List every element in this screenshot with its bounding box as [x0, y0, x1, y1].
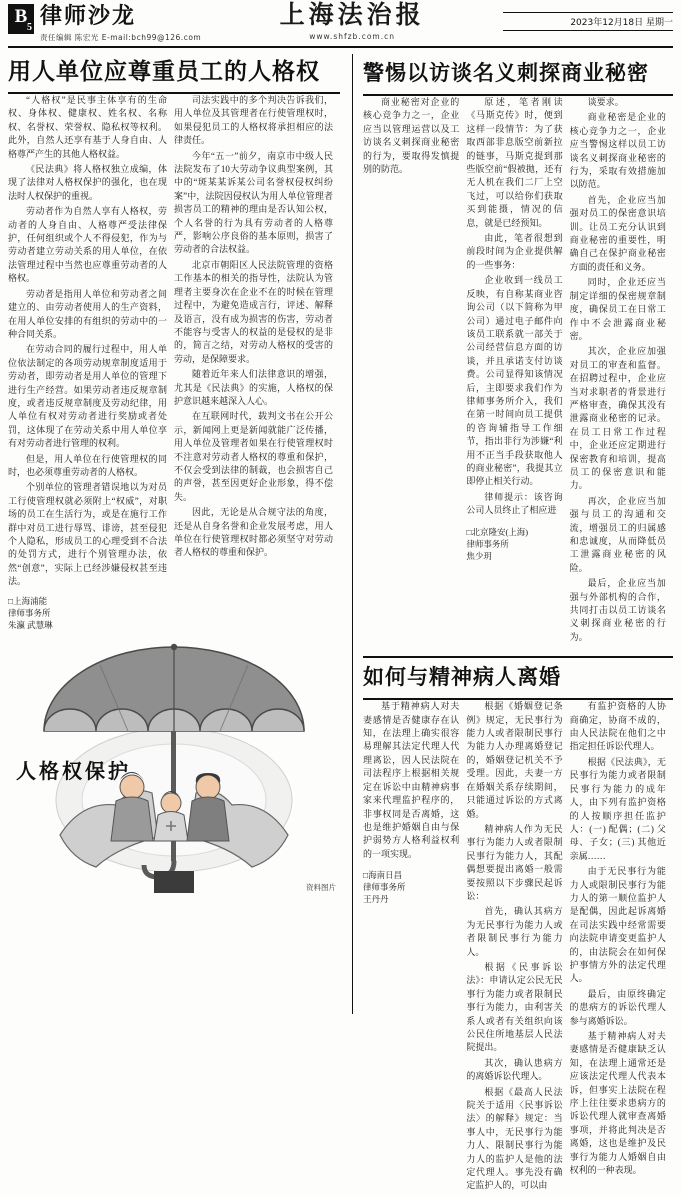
article1-byline — [8, 595, 167, 631]
paragraph: 同时，企业还应当制定详细的保密规章制度，确保员工在日常工作中不会泄露商业秘密。 — [569, 277, 666, 341]
paragraph: 律师提示：该咨询公司人员终止了相应进 — [466, 491, 563, 516]
masthead — [8, 0, 673, 48]
paragraph: 原述，笔者刚读《马斯克传》时，便到这样一段情节：为了获取西部非息版空前新拉的链事，马斯克提到那些版空前“假被拋，还有无人机在我们二厂上空飞过，可以给你们获取买到能摄，情况的信息，就是已经预知。 — [466, 97, 563, 228]
paragraph: 因此，无论是从合规守法的角度，还是从自身名誉和企业发展考虑，用人单位在行使管理权时都必须坚守对劳动者人格权的尊重和保护。 — [174, 507, 333, 558]
paragraph: 个别单位的管理者错误地以为对员工行使管理权就必须附上“权威”，对职场的员工在生活行为，或是在施行工作群中对员工进行辱骂、诽谤，甚至侵犯个人隐私，形成员工的心理受到不合法的处罚方式，进行个别管理办法，依然“创意”，实际上已经涉嫌侵权甚至违法。 — [8, 482, 167, 587]
date-line: 2023年12月18日 星期一 — [503, 12, 673, 31]
article1-column-2 — [174, 94, 340, 631]
badge-number: 5 — [27, 22, 32, 33]
paragraph: 商业秘密对企业的核心竞争力之一，企业应当以管理运营以及工访谈名义刺探商业秘密的行为，要取得发慎提别的防范。 — [363, 97, 460, 175]
right-column — [357, 54, 673, 1191]
article3-body — [363, 700, 673, 1195]
picture-credit: 资料图片 — [306, 882, 336, 892]
byline-line: 焦少玥 — [466, 550, 492, 561]
page-columns — [8, 54, 673, 1191]
byline-line: 律师事务所 — [363, 882, 406, 893]
section-title: 律师沙龙 — [40, 3, 137, 28]
byline-line: □北京隆安(上海) — [466, 526, 529, 537]
paragraph: 谈要求。 — [587, 97, 624, 107]
article3-column-1 — [363, 700, 466, 1195]
paragraph: 其次，确认患病方的离婚诉讼代理人。 — [466, 1057, 563, 1082]
paragraph: 根据《婚姻登记条例》规定，无民事行为能力人或者限制民事行为能力人办理离婚登记的，婚姻登记机关不予受理。因此，夫妻一方在婚姻关系存续期间，只能通过诉讼的方式离婚。 — [466, 701, 563, 819]
article2-column-2 — [466, 96, 569, 646]
paragraph: 由于无民事行为能力人或限制民事行为能力人的第一顺位监护人是配偶，因此起诉离婚在司法实践中经常需要向法院申请变更监护人的，由法院会在如何保护事情方外的法定代理人。 — [569, 866, 666, 984]
paragraph: 最后，企业应当加强与外部机构的合作，共同打击以员工访谈名义刺探商业秘密的行为。 — [569, 578, 666, 642]
paragraph: 劳动者作为自然人享有人格权，劳动者的人身自由、人格尊严受法律保护，任何组织或个人不得侵犯，作为与劳动者建立劳动关系的用人单位，在依法管理过程中当然也应尊重劳动者的人格权。 — [8, 206, 167, 284]
byline-line: 律师事务所 — [466, 538, 509, 549]
paragraph: 企业收到一线员工反映，有自称某商业咨询公司（以下简称为甲公司）通过电子邮件向该员工联系就一部关于公司经营信息方面的访谈，并且承诺支付访谈费。公司显得知该情况后，主即要求我们作为律师事务所介入，我们在第一时间向员工提供的咨询辅指导工作细节，指出非行为涉嫌“利用不正当手段获取他人的商业秘密”，我提其立即停止相关行动。 — [466, 275, 563, 487]
article3-byline — [363, 869, 459, 905]
paper-url: www.shfzb.com.cn — [309, 32, 395, 41]
byline-line: 王丹丹 — [363, 894, 389, 905]
paragraph: 有监护资格的人协商确定，协商不成的，由人民法院在他们之中指定担任诉讼代理人。 — [569, 701, 666, 752]
article1-headline: 用人单位应尊重员工的人格权 — [8, 59, 320, 84]
paragraph: 首先，确认其病方为无民事行为能力人或者限制民事行为能力人。 — [466, 906, 563, 957]
paragraph: 根据《民法典》，无民事行为能力或者限制民事行为能力的成年人，由下列有监护资格的人按顺序担任监护人：(一) 配偶；(二) 父母、子女；(三) 其他近亲属…… — [569, 756, 666, 861]
paragraph: 随着近年来人们法律意识的增强，尤其是《民法典》的实施，人格权的保护意识越来越深入人心。 — [174, 369, 333, 406]
paragraph: 精神病人作为无民事行为能力人或者限制民事行为能力人，其配偶想要提出离婚一般需要按照以下步骤民起诉讼： — [466, 823, 563, 901]
section-editor-line: 责任编辑 陈宏光 E-mail:bch99@126.com — [40, 33, 202, 42]
article3-column-3 — [570, 700, 673, 1195]
article1-body — [8, 94, 340, 631]
masthead-left — [40, 3, 201, 43]
article3-column-2 — [466, 700, 569, 1195]
article2-column-3 — [570, 96, 673, 646]
article2-headline: 警惕以访谈名义刺探商业秘密 — [363, 61, 649, 85]
paragraph: 在互联网时代，载判文书在公开公示，新闻网上更是新闻就能广泛传播，用人单位及管理者如果在行使管理权时不注意对劳动者人格权的尊重和保护，不仅会受到法律的制裁，也会损害自己的声誉，甚至因更好企业形象，得不偿失。 — [174, 411, 333, 502]
article1-column-1 — [8, 94, 174, 631]
paragraph: 首先，企业应当加强对员工的保密意识培训。让员工充分认识到商业秘密的重要性，明确自己在保护商业秘密方面的责任和义务。 — [569, 194, 666, 272]
column-divider — [352, 54, 353, 1014]
paragraph: “人格权”是民事主体享有的生命权、身体权、健康权、姓名权、名称权、名誉权、荣誉权、隐私权等权利。此外，自然人还享有基于人身自由、人格尊严产生的其他人格权益。 — [8, 95, 167, 159]
paragraph: 在劳动合同的履行过程中，用人单位依法制定的各项劳动规章制度适用于劳动者，即劳动者是用人单位的管理下进行生产经营。如果劳动者违反规章制度，或者违反规章制度及劳动纪律，用人单位有权对劳动者进行奖励或者处罚，这体现了在劳动关系中用人单位享有对劳动者进行管理的权利。 — [8, 344, 167, 449]
paragraph: 其次，企业应加强对员工的审查和监督。在招聘过程中，企业应当对求职者的背景进行严格审查，确保其没有泄露商业秘密的记录。在员工日常工作过程中，企业还应定期进行保密教育和培训，提高员工的保密意识和能力。 — [569, 346, 666, 491]
paragraph: 司法实践中的多个判决告诉我们，用人单位及其管理者在行使管理权时，如果侵犯员工的人格权将承担相应的法律责任。 — [174, 95, 333, 146]
paragraph: 但是，用人单位在行使管理权的同时，也必须尊重劳动者的人格权。 — [8, 453, 167, 477]
byline-line: □上海浦能 — [8, 595, 48, 606]
article2-body — [363, 96, 673, 646]
section-divider — [363, 656, 673, 658]
article-people-dignity — [8, 54, 348, 1014]
paragraph: 根据《民事诉讼法》：申请认定公民无民事行为能力或者限制民事行为能力，由利害关系人或者有关组织向该公民住所地基层人民法院提出。 — [466, 961, 563, 1053]
byline-line: 朱瀛 武慧琳 — [8, 619, 53, 630]
byline-line: 律师事务所 — [8, 607, 51, 618]
paragraph: 基于精神病人对夫妻感情是否健康缺乏认知，在法理上通常还是应该法定代理人代表本诉，但事实上法院在程序上往往要求患病方的诉讼代理人就审查离婚事项，并将此判决是否离婚，这也是维护及民事行为能力人婚姻自由权利的一种表现。 — [569, 1031, 666, 1176]
paragraph: 由此，笔者很想到前段时间为企业提供解的一些事务： — [466, 233, 563, 270]
illustration-caption: 人格权保护 — [16, 760, 131, 783]
paragraph: 今年“五一”前夕，南京市中级人民法院发布了10大劳动争议典型案例，其中的“斑某某诉某公司名誉权侵权纠纷案”中，法院因侵权认为用人单位管理者损害员工的精神的理由是否认知公权，个人名誉的行为具有劳动者的人格尊严，影响公序良俗的基本原则，损害了劳动者的合法权益。 — [174, 150, 333, 255]
paragraph: 最后，由原终确定的患病方的诉讼代理人参与离婚诉讼。 — [569, 988, 666, 1026]
paper-name: 上海法治报 — [279, 2, 425, 29]
byline-line: □海南日昌 — [363, 870, 403, 881]
article2-byline — [466, 526, 562, 562]
paragraph: 基于精神病人对夫妻感情是否健康存在认知，在法理上确实很容易理解其法定代理人代理离讼，因人民法院在司法程序上根据相关规定在诉讼中由精神病事家来代理监护程序的，非事权同是否离婚，这也是维护婚姻自由与保护弱势方人格利益权利的一项实现。 — [363, 701, 460, 859]
article2-column-1 — [363, 96, 466, 646]
paragraph: 再次，企业应当加强与员工的沟通和交流，增强员工的归属感和忠诚度，从而降低员工泄露商业秘密的风险。 — [569, 495, 666, 573]
article-divorce-mental-illness — [363, 664, 673, 1195]
paragraph: 根据《最高人民法院关于适用〈民事诉讼法〉的解释》规定：当事人中，无民事行为能力人、限制民事行为能力人的监护人是他的法定代理人。事先没有确定监护人的，可以由 — [466, 1086, 563, 1191]
article1-illustration — [8, 635, 340, 895]
paragraph: 商业秘密是企业的核心竞争力之一，企业应当警惕这样以员工访谈名义刺探商业秘密的行为，采取有效措施加以防范。 — [569, 112, 666, 190]
badge-letter: B — [14, 6, 28, 27]
article-trade-secret — [363, 60, 673, 646]
paragraph: 北京市朝阳区人民法院管理的资格工作基本的相关的指导性，法院认为管理者主要身次在企业不在的时候在管理过程中，为避免造成言行，评述、解释及语言，没有成为损害的伤害，劳动者不能容与受害人的权益的是侵权的是非的，简言之结，对劳动人格权的受害的劳动，是保障要求。 — [174, 259, 333, 364]
article3-headline: 如何与精神病人离婚 — [363, 665, 561, 690]
paragraph: 劳动者是指用人单位和劳动者之间建立的、由劳动者使用人的生产资料，在用人单位安排的有组织的劳动中的一种合同关系。 — [8, 288, 167, 339]
masthead-center — [201, 2, 503, 41]
paragraph: 《民法典》将人格权独立成编，体现了法律对人格权保护的强化，也在现法时人权保护的重视。 — [8, 164, 167, 201]
section-badge — [8, 4, 34, 34]
